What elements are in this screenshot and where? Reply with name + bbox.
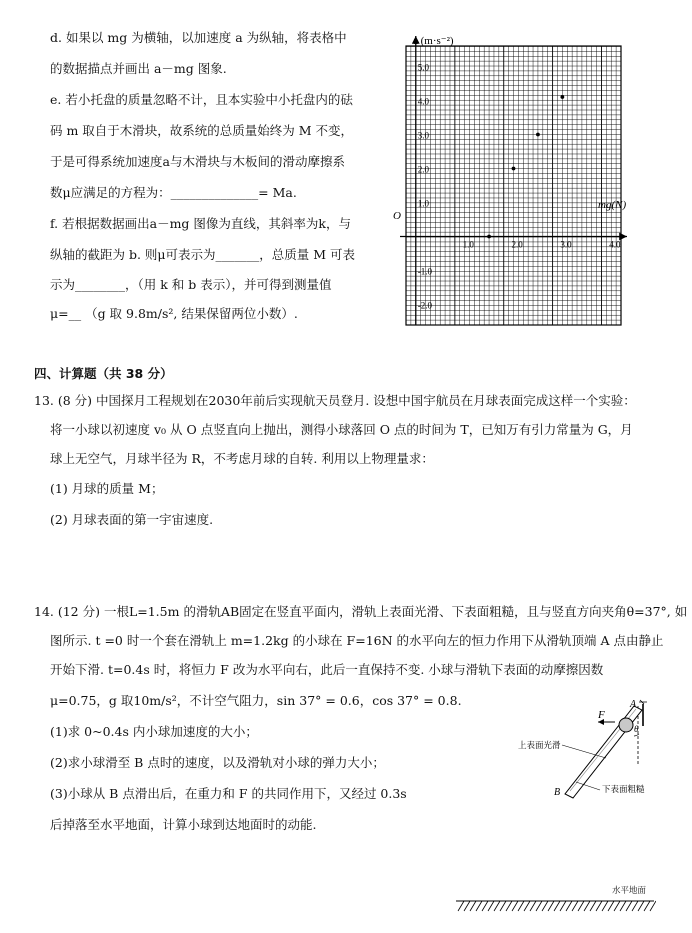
ground-hatch bbox=[458, 901, 464, 911]
ground-hatch bbox=[584, 901, 590, 911]
y-tick-label: 4.0 bbox=[417, 96, 430, 107]
lower-surface-label: 下表面粗糙 bbox=[602, 784, 645, 794]
ground-hatch bbox=[644, 901, 650, 911]
item-f-line4: μ=__ （g 取 9.8m/s², 结果保留两位小数）. bbox=[50, 306, 298, 321]
ground-hatch bbox=[470, 901, 476, 911]
ground-hatch bbox=[632, 901, 638, 911]
ground-hatch bbox=[608, 901, 614, 911]
ground-hatch bbox=[572, 901, 578, 911]
ground-hatch bbox=[560, 901, 566, 911]
q13-line2: 将一小球以初速度 v₀ 从 O 点竖直向上抛出，测得小球落回 O 点的时间为 T，已知万有引力常量为 G，月 bbox=[50, 422, 633, 437]
ground-hatch bbox=[542, 901, 548, 911]
ground-hatch bbox=[596, 901, 602, 911]
item-e-line4: 数μ应满足的方程为：______________= Ma. bbox=[50, 185, 297, 200]
ground-hatch bbox=[464, 901, 470, 911]
x-tick-labels bbox=[463, 240, 621, 250]
y-tick-label: 2.0 bbox=[417, 164, 430, 175]
ground-hatch bbox=[500, 901, 506, 911]
y-tick-label: -1.0 bbox=[417, 266, 433, 277]
ground-hatch bbox=[548, 901, 554, 911]
q14-line2: 图所示. t =0 时一个套在滑轨上 m=1.2kg 的小球在 F=16N 的水平向左的恒力作用下从滑轨顶端 A 点由静止 bbox=[50, 633, 664, 648]
y-tick-label: 1.0 bbox=[417, 198, 430, 209]
ground-hatch bbox=[566, 901, 572, 911]
x-tick-label: 1.0 bbox=[462, 239, 474, 250]
ground-hatch bbox=[488, 901, 494, 911]
ground-hatch bbox=[614, 901, 620, 911]
angle-label: θ bbox=[634, 724, 639, 734]
ground-hatch bbox=[650, 901, 656, 911]
origin-label: O bbox=[393, 210, 401, 222]
ground bbox=[456, 899, 656, 913]
item-f-line3: 示为________，（用 k 和 b 表示），并可得到测量值 bbox=[50, 277, 332, 292]
data-point bbox=[487, 235, 491, 239]
y-tick-label: -2.0 bbox=[417, 300, 433, 311]
y-tick-label: 5.0 bbox=[417, 62, 430, 73]
data-point bbox=[512, 167, 516, 171]
ground-hatch bbox=[554, 901, 560, 911]
x-axis-label: mg(N) bbox=[598, 199, 627, 211]
q14-line3: 开始下滑. t=0.4s 时，将恒力 F 改为水平向右，此后一直保持不变. 小球与滑轨下表面的动摩擦因数 bbox=[50, 662, 604, 677]
q13-sub1: (1) 月球的质量 M； bbox=[50, 481, 164, 496]
item-f-line2: 纵轴的截距为 b. 则μ可表示为_______，总质量 M 可表 bbox=[50, 247, 356, 262]
x-tick-label: 4.0 bbox=[609, 239, 621, 250]
ground-label: 水平地面 bbox=[612, 886, 647, 896]
item-e-line2: 码 m 取自于木滑块，故系统的总质量始终为 M 不变， bbox=[50, 123, 354, 138]
q14-sub2: (2)求小球滑至 B 点时的速度，以及滑轨对小球的弹力大小； bbox=[50, 755, 385, 770]
ball bbox=[619, 718, 633, 732]
rail-figure bbox=[510, 698, 660, 828]
ground-hatch bbox=[476, 901, 482, 911]
ground-hatch bbox=[512, 901, 518, 911]
ground-hatch bbox=[518, 901, 524, 911]
ground-hatch bbox=[536, 901, 542, 911]
y-axis-label: a (m·s⁻²) bbox=[413, 35, 454, 47]
chart-grid bbox=[406, 46, 621, 325]
ground-hatch bbox=[494, 901, 500, 911]
item-d-line2: 的数据描点并画出 a－mg 图象. bbox=[50, 61, 227, 76]
force-label: F bbox=[598, 709, 605, 721]
section-title: 四、计算题（共 38 分） bbox=[34, 366, 173, 381]
item-f-line1: f. 若根据数据画出a－mg 图像为直线，其斜率为k，与 bbox=[50, 216, 351, 231]
q14-line1: 14. (12 分) 一根L=1.5m 的滑轨AB固定在竖直平面内，滑轨上表面光滑、下表面粗糙，且与竖直方向夹角θ=37°, 如 bbox=[34, 604, 688, 619]
q14-sub1: (1)求 0~0.4s 内小球加速度的大小； bbox=[50, 724, 258, 739]
q14-sub3-line1: (3)小球从 B 点滑出后，在重力和 F 的共同作用下，又经过 0.3s bbox=[50, 786, 407, 801]
ground-hatch bbox=[506, 901, 512, 911]
x-tick-label: 2.0 bbox=[511, 239, 523, 250]
ground-hatch bbox=[638, 901, 644, 911]
ground-hatch bbox=[620, 901, 626, 911]
item-e-line3: 于是可得系统加速度a与木滑块与木板间的滑动摩擦系 bbox=[50, 154, 345, 169]
point-b-label: B bbox=[554, 787, 561, 798]
ground-hatch bbox=[602, 901, 608, 911]
q14-line4: μ=0.75，g 取10m/s²，不计空气阻力，sin 37° = 0.6，cos 37° = 0.8. bbox=[50, 693, 462, 708]
upper-surface-label: 上表面光滑 bbox=[518, 740, 561, 750]
ground-hatch bbox=[524, 901, 530, 911]
q13-sub2: (2) 月球表面的第一宇宙速度. bbox=[50, 512, 214, 527]
a-mg-chart bbox=[393, 22, 633, 342]
point-a-label: A bbox=[630, 699, 637, 710]
ground-hatch bbox=[530, 901, 536, 911]
ground-hatch bbox=[482, 901, 488, 911]
ground-hatch bbox=[578, 901, 584, 911]
y-tick-label: 3.0 bbox=[417, 130, 430, 141]
ground-hatch bbox=[626, 901, 632, 911]
data-point bbox=[536, 133, 540, 137]
q13-line3: 球上无空气，月球半径为 R，不考虑月球的自转. 利用以上物理量求： bbox=[50, 451, 434, 466]
q14-sub3-line2: 后掉落至水平地面，计算小球到达地面时的动能. bbox=[50, 817, 317, 832]
item-d-line1: d. 如果以 mg 为横轴，以加速度 a 为纵轴，将表格中 bbox=[50, 30, 347, 45]
ground-hatch bbox=[590, 901, 596, 911]
item-e-line1: e. 若小托盘的质量忽略不计，且本实验中小托盘内的砝 bbox=[50, 92, 353, 107]
q13-line1: 13. (8 分) 中国探月工程规划在2030年前后实现航天员登月. 设想中国宇航员在月球表面完成这样一个实验： bbox=[34, 393, 636, 408]
data-point bbox=[560, 95, 564, 99]
x-tick-label: 3.0 bbox=[560, 239, 572, 250]
